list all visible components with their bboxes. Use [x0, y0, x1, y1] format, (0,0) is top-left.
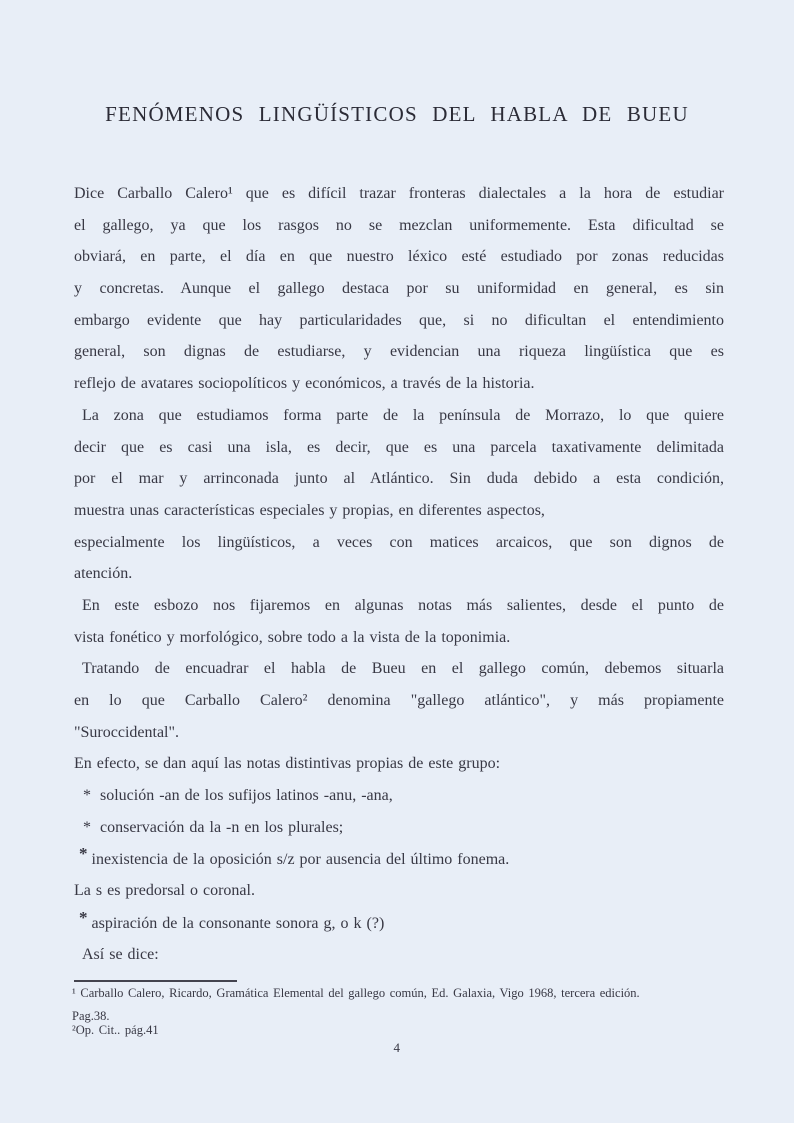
text-line: muestra unas características especiales y propias, en diferentes aspectos, — [74, 501, 545, 519]
text-line: por el mar y arrinconada junto al Atlántico. Sin duda debido a esta condición, — [74, 470, 724, 488]
bullet-asterisk: * — [79, 907, 88, 927]
feature-item — [74, 780, 724, 812]
text-line: Dice Carballo Calero¹ que es difícil trazar fronteras dialectales a la hora de estudiar — [74, 185, 724, 202]
bullet-asterisk: * — [83, 787, 91, 805]
feature-item-text: aspiración de la consonante sonora g, o k (?) — [91, 914, 385, 932]
feature-item-text: inexistencia de la oposición s/z por ausencia del último fonema. — [91, 851, 510, 869]
text-line: especialmente los lingüísticos, a veces con matices arcaicos, que son dignos de — [74, 533, 724, 551]
text-line: vista fonético y morfológico, sobre todo a la vista de la toponimia. — [74, 628, 511, 646]
footnote-2: ²Op. Cit.. pág.41 — [72, 1023, 159, 1037]
feature-item — [74, 843, 724, 875]
feature-item-text: solución -an de los sufijos latinos -anu, -ana, — [100, 787, 393, 805]
text-line: "Suroccidental". — [74, 723, 180, 741]
text-line: Tratando de encuadrar el habla de Bueu en el gallego común, debemos situarla — [82, 660, 724, 678]
footnotes — [72, 986, 740, 1037]
text-line: y concretas. Aunque el gallego destaca por su uniformidad en general, es sin — [74, 280, 724, 298]
page-number: 4 — [393, 1040, 401, 1055]
text-line: general, son dignas de estudiarse, y evidencian una riqueza lingüística que es — [74, 343, 724, 361]
text-line: embargo evidente que hay particularidades que, si no dificultan el entendimiento — [74, 311, 724, 329]
text-line: en lo que Carballo Calero² denomina "gallego atlántico", y más propiamente — [74, 692, 724, 709]
text-line: decir que es casi una isla, es decir, que es una parcela taxativamente delimitada — [74, 438, 724, 456]
text-line: La zona que estudiamos forma parte de la península de Morrazo, lo que quiere — [82, 406, 724, 424]
footnote-divider — [74, 980, 237, 982]
footnote-1: ¹ Carballo Calero, Ricardo, Gramática Elemental del gallego común, Ed. Galaxia, Vigo 1968, tercera edición. — [72, 986, 640, 1000]
feature-item — [74, 812, 724, 844]
feature-item-text: conservación da la -n en los plurales; — [100, 818, 344, 836]
text-line: La s es predorsal o coronal. — [74, 882, 255, 900]
text-line: En efecto, se dan aquí las notas distintivas propias de este grupo: — [74, 755, 501, 773]
bullet-asterisk: * — [83, 818, 91, 836]
text-line: el gallego, ya que los rasgos no se mezclan uniformemente. Esta dificultad se — [74, 216, 724, 234]
text-line: obviará, en parte, el día en que nuestro léxico esté estudiado por zonas reducidas — [74, 248, 724, 266]
feature-item — [74, 907, 724, 939]
text-line: En este esbozo nos fijaremos en algunas notas más salientes, desde el punto de — [82, 596, 724, 614]
text-line: Así se dice: — [82, 945, 159, 963]
page-title: FENÓMENOS LINGÜÍSTICOS DEL HABLA DE BUEU — [105, 102, 689, 126]
body-text — [74, 178, 724, 970]
text-line: reflejo de avatares sociopolíticos y económicos, a través de la historia. — [74, 375, 535, 393]
bullet-asterisk: * — [79, 844, 88, 864]
text-line: atención. — [74, 565, 133, 583]
footnote-1-continued: Pag.38. — [72, 1009, 110, 1023]
